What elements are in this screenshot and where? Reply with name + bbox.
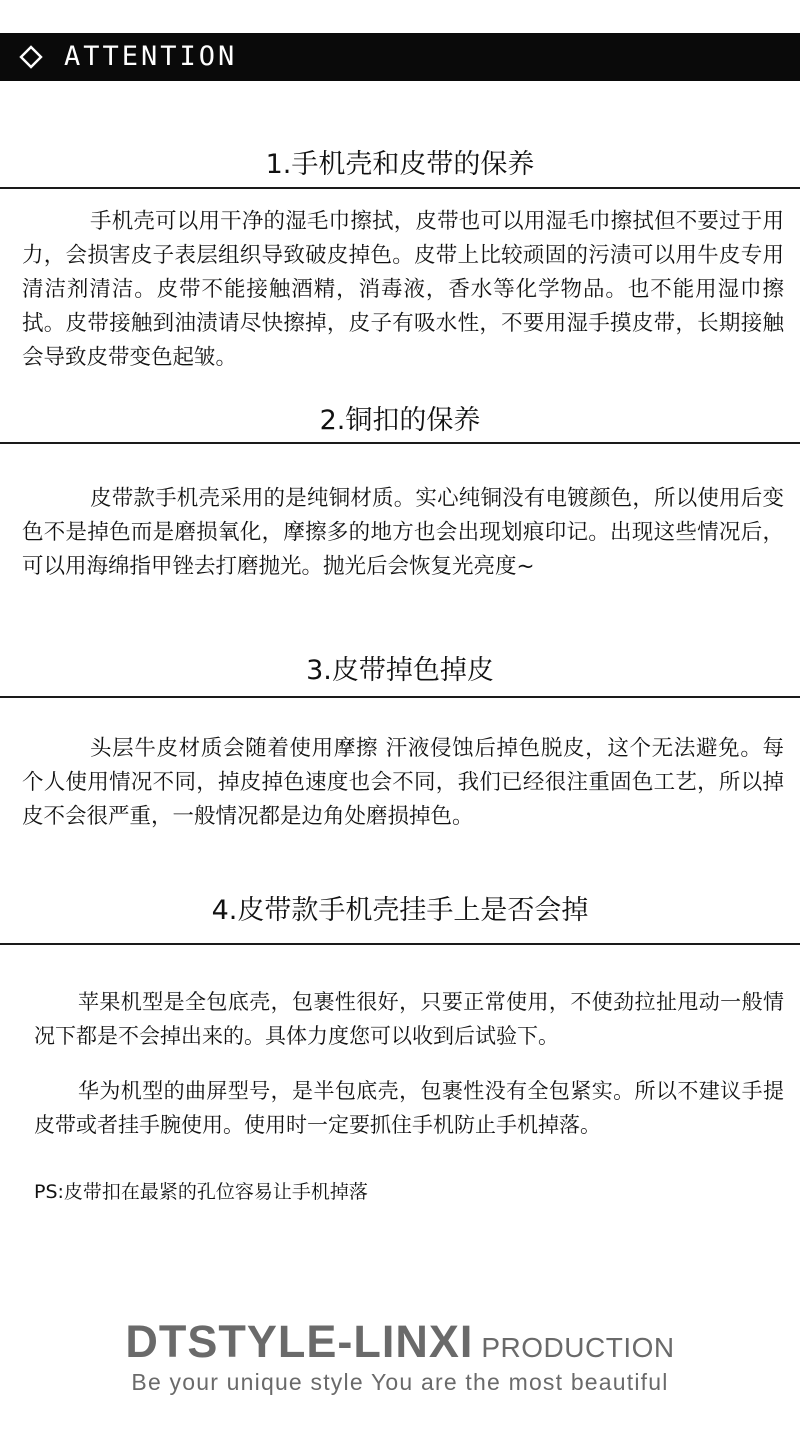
brand-logo: [0, 1316, 800, 1368]
section-title-care: 1.手机壳和皮带的保养: [265, 149, 535, 180]
brand-name: DTSTYLE-LINXI: [125, 1316, 474, 1367]
section-divider: [0, 187, 800, 189]
ps-note: PS:皮带扣在最紧的孔位容易让手机掉落: [34, 1181, 368, 1203]
header-title: ATTENTION: [64, 41, 238, 72]
section-paragraph: 头层牛皮材质会随着使用摩擦 汗液侵蚀后掉色脱皮，这个无法避免。每个人使用情况不同，掉皮掉色速度也会不同，我们已经很注重固色工艺，所以掉皮不会很严重，一般情况都是边角处磨损掉色。: [22, 736, 784, 829]
section-paragraph: 苹果机型是全包底壳，包裹性很好，只要正常使用，不使劲拉扯甩动一般情况下都是不会掉出来的。具体力度您可以收到后试验下。: [34, 990, 784, 1048]
section-paragraph: 手机壳可以用干净的湿毛巾擦拭，皮带也可以用湿毛巾擦拭但不要过于用力，会损害皮子表层组织导致破皮掉色。皮带上比较顽固的污渍可以用牛皮专用清洁剂清洁。皮带不能接触酒精，消毒液，香水等化学物品。也不能用湿巾擦拭。皮带接触到油渍请尽快擦掉，皮子有吸水性，不要用湿手摸皮带，长期接触会导致皮带变色起皱。: [22, 209, 784, 370]
section-paragraph: 皮带款手机壳采用的是纯铜材质。实心纯铜没有电镀颜色，所以使用后变色不是掉色而是磨损氧化，摩擦多的地方也会出现划痕印记。出现这些情况后，可以用海绵指甲锉去打磨抛光。抛光后会恢复光亮度~: [22, 486, 784, 579]
brand-suffix: PRODUCTION: [481, 1332, 675, 1363]
section-title-buckle: 2.铜扣的保养: [319, 405, 481, 436]
section-divider: [0, 943, 800, 945]
section-paragraph: 华为机型的曲屏型号，是半包底壳，包裹性没有全包紧实。所以不建议手提皮带或者挂手腕使用。使用时一定要抓住手机防止手机掉落。: [34, 1079, 784, 1137]
brand-tagline: Be your unique style You are the most beautiful: [131, 1369, 669, 1395]
section-divider: [0, 696, 800, 698]
diamond-outline-icon: [19, 45, 43, 69]
attention-header: [0, 33, 800, 81]
section-title-hand-strap: 4.皮带款手机壳挂手上是否会掉: [211, 895, 589, 926]
section-divider: [0, 442, 800, 444]
section-title-fading: 3.皮带掉色掉皮: [306, 655, 494, 686]
